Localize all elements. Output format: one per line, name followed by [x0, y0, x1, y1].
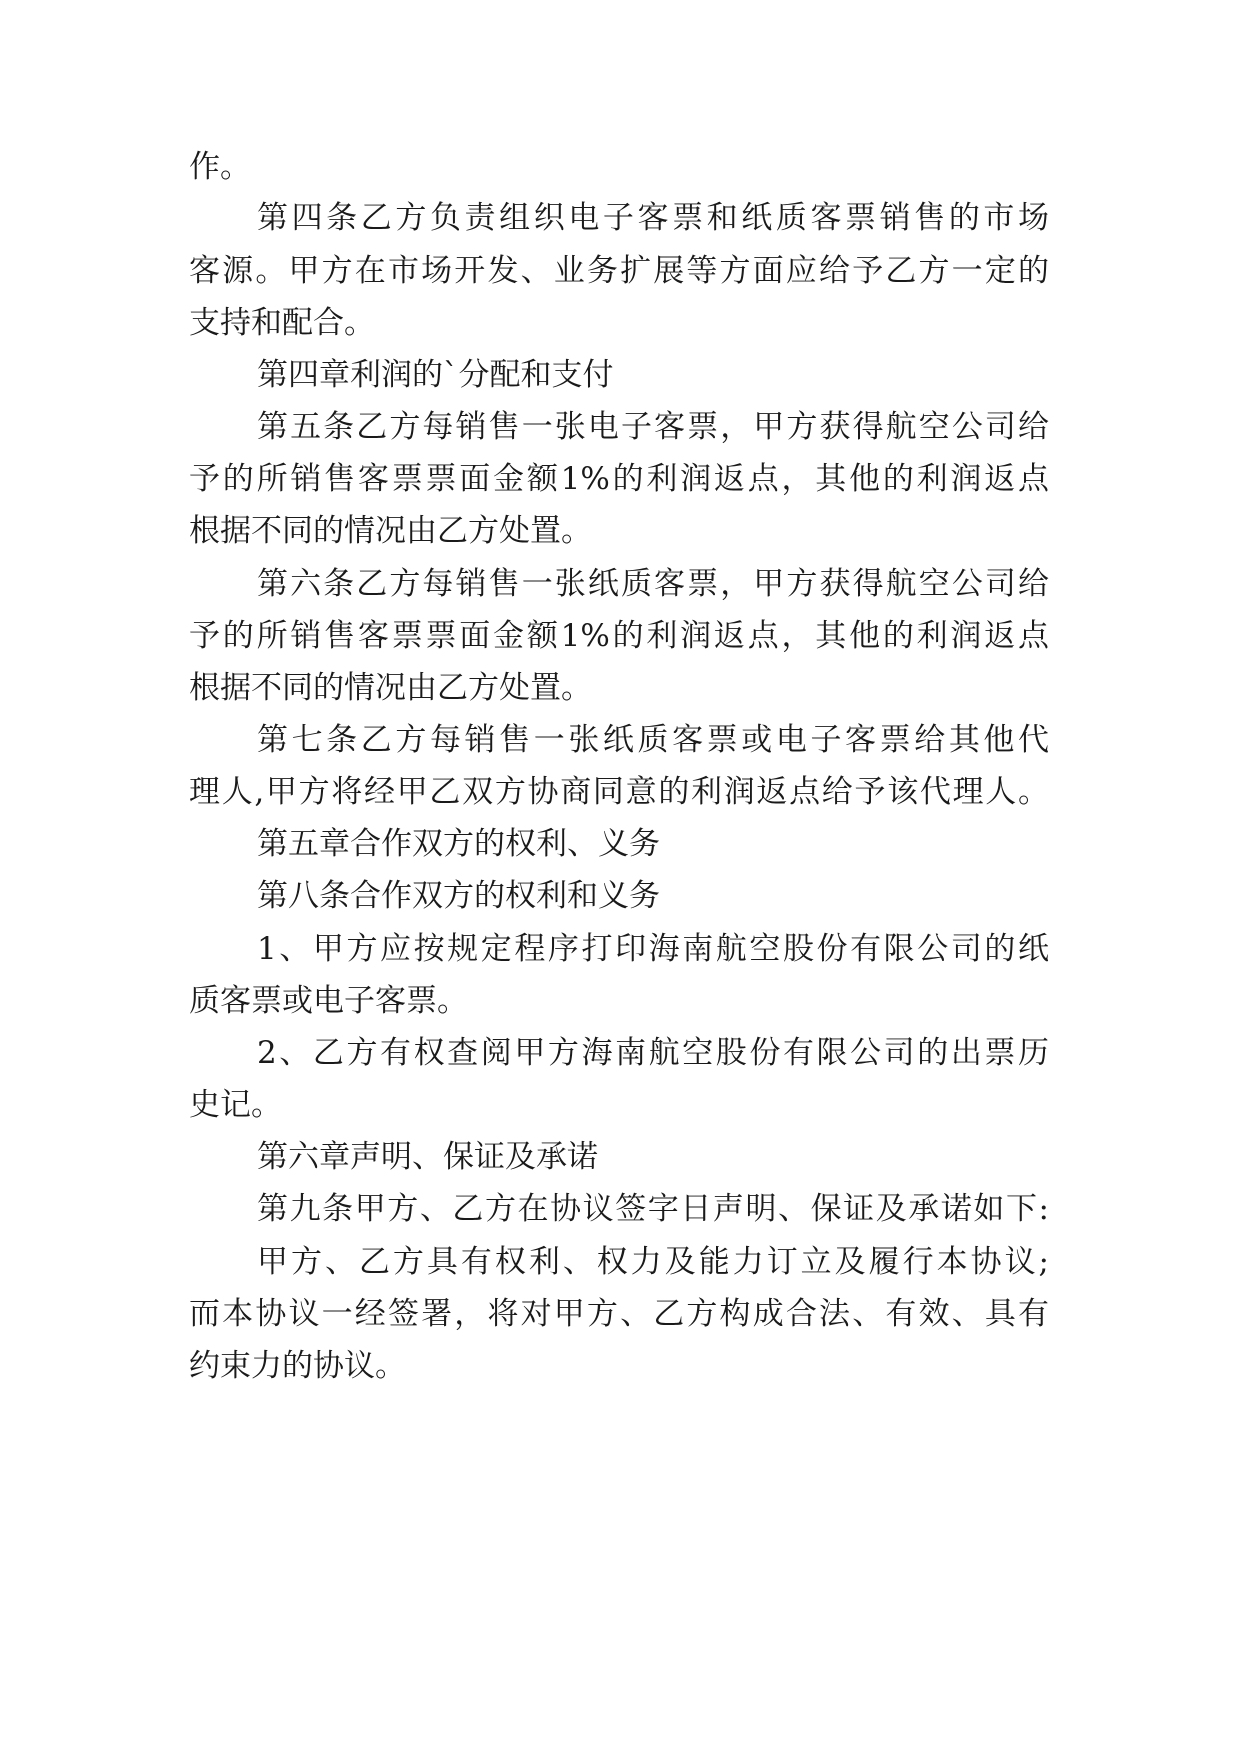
text-line: 予的所销售客票票面金额1%的利润返点，其他的利润返点 — [189, 618, 1049, 654]
section-heading: 第六章声明、保证及承诺 — [257, 1139, 598, 1175]
section-heading: 第五章合作双方的权利、义务 — [257, 826, 660, 862]
text-line: 第八条合作双方的权利和义务 — [257, 878, 660, 914]
text-line: 支持和配合。 — [189, 305, 375, 341]
text-line: 2、乙方有权查阅甲方海南航空股份有限公司的出票历 — [257, 1035, 1049, 1071]
text-line: 理人,甲方将经甲乙双方协商同意的利润返点给予该代理人。 — [189, 774, 1049, 810]
text-line: 而本协议一经签署，将对甲方、乙方构成合法、有效、具有 — [189, 1296, 1049, 1332]
text-line: 根据不同的情况由乙方处置。 — [189, 670, 592, 706]
text-line: 1、甲方应按规定程序打印海南航空股份有限公司的纸 — [257, 931, 1049, 967]
text-line: 甲方、乙方具有权利、权力及能力订立及履行本协议; — [257, 1244, 1049, 1280]
text-line: 客源。甲方在市场开发、业务扩展等方面应给予乙方一定的 — [189, 253, 1049, 289]
text-line: 第四条乙方负责组织电子客票和纸质客票销售的市场 — [257, 200, 1049, 236]
text-line: 作。 — [189, 149, 251, 185]
text-line: 第九条甲方、乙方在协议签字日声明、保证及承诺如下: — [257, 1191, 1049, 1227]
text-line: 约束力的协议。 — [189, 1348, 406, 1384]
section-heading: 第四章利润的`分配和支付 — [257, 357, 614, 393]
text-line: 予的所销售客票票面金额1%的利润返点，其他的利润返点 — [189, 461, 1049, 497]
text-line: 第六条乙方每销售一张纸质客票，甲方获得航空公司给 — [257, 566, 1049, 602]
text-line: 史记。 — [189, 1087, 282, 1123]
text-line: 第七条乙方每销售一张纸质客票或电子客票给其他代 — [257, 722, 1049, 758]
text-line: 第五条乙方每销售一张电子客票，甲方获得航空公司给 — [257, 409, 1049, 445]
text-line: 根据不同的情况由乙方处置。 — [189, 513, 592, 549]
text-line: 质客票或电子客票。 — [189, 983, 468, 1019]
